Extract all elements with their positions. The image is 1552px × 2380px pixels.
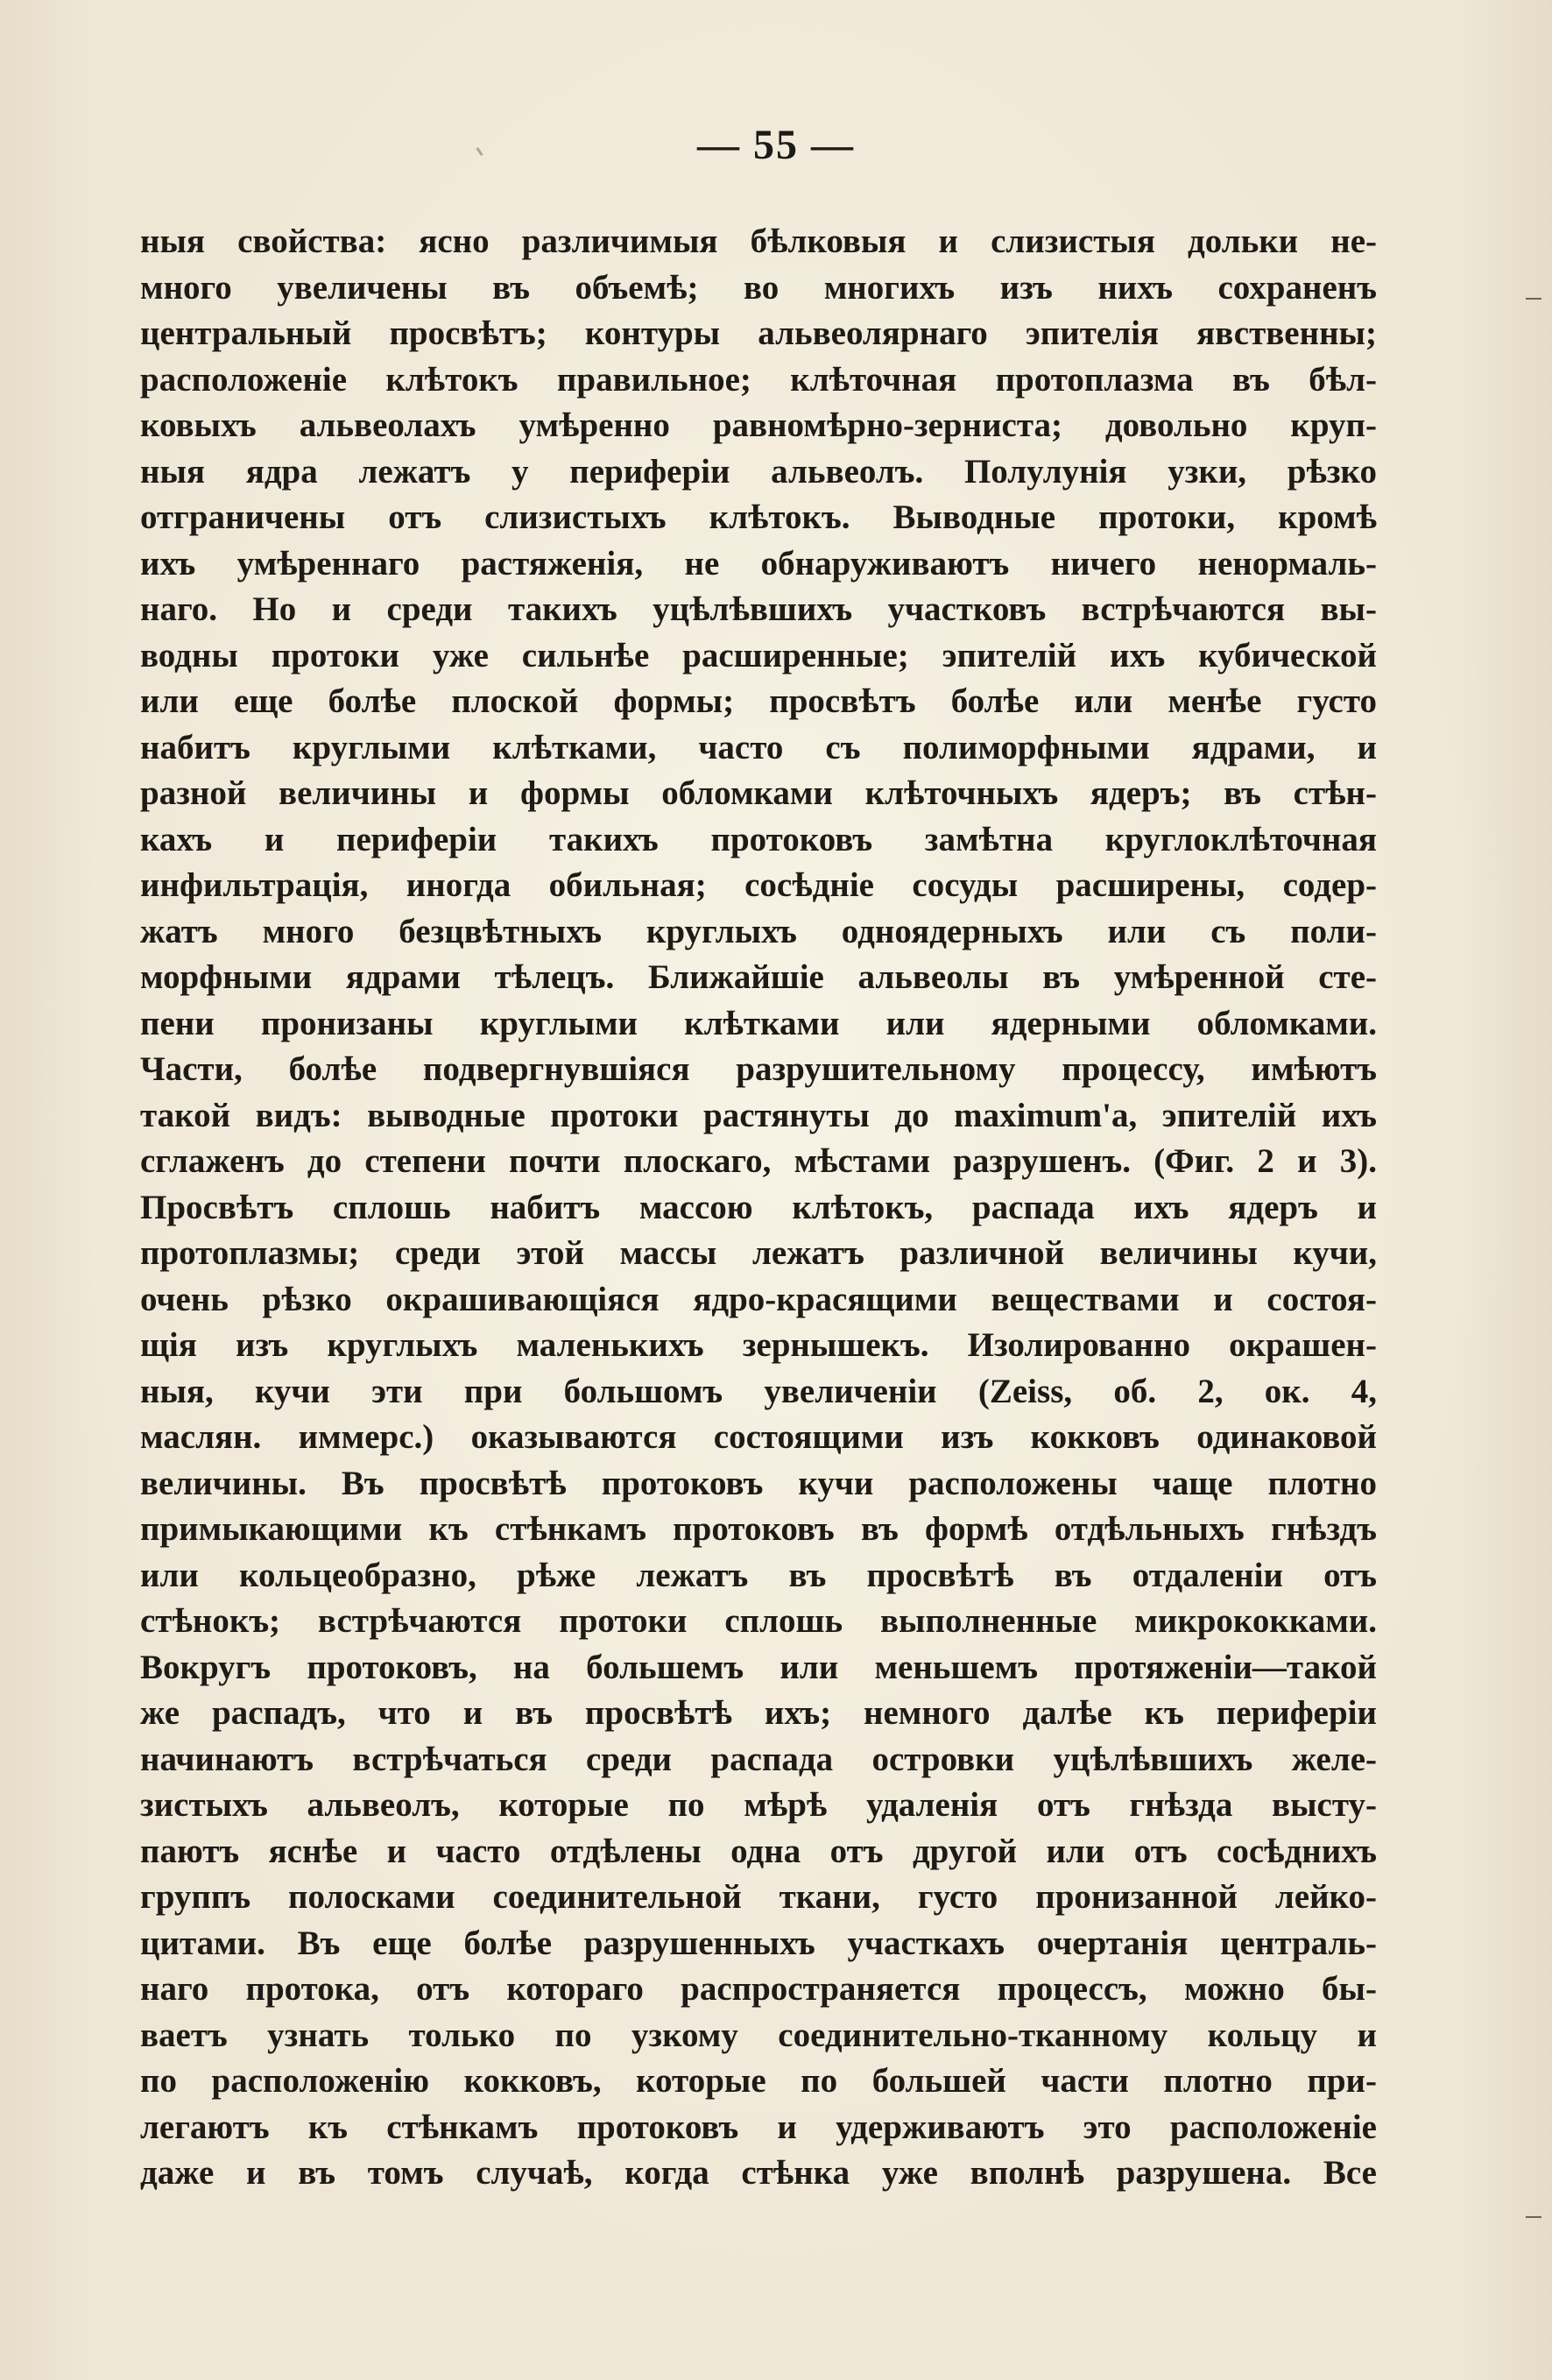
page-number: — 55 — xyxy=(697,122,855,168)
text-line: ныя свойства: ясно различимыя бѣлковыя и слизистыя дольки не- xyxy=(140,222,1377,260)
margin-mark xyxy=(1526,2216,1541,2218)
text-line: или еще болѣе плоской формы; просвѣтъ болѣе или менѣе густо xyxy=(140,682,1377,720)
text-line: примыкающими къ стѣнкамъ протоковъ въ формѣ отдѣльныхъ гнѣздъ xyxy=(140,1510,1377,1548)
text-line: Вокругъ протоковъ, на большемъ или меньшемъ протяженіи—такой xyxy=(140,1648,1377,1686)
text-line: Просвѣтъ сплошь набитъ массою клѣтокъ, распада ихъ ядеръ и xyxy=(140,1188,1377,1226)
text-line: щія изъ круглыхъ маленькихъ зернышекъ. Изолированно окрашен- xyxy=(140,1326,1377,1364)
text-line: паютъ яснѣе и часто отдѣлены одна отъ другой или отъ сосѣднихъ xyxy=(140,1832,1377,1870)
text-line: стѣнокъ; встрѣчаются протоки сплошь выполненные микрококками. xyxy=(140,1602,1377,1640)
text-line: даже и въ томъ случаѣ, когда стѣнка уже вполнѣ разрушена. Все xyxy=(140,2154,1377,2192)
text-line: очень рѣзко окрашивающіяся ядро-красящими веществами и состоя- xyxy=(140,1280,1377,1318)
text-line: зистыхъ альвеолъ, которые по мѣрѣ удаленія отъ гнѣзда высту- xyxy=(140,1786,1377,1824)
text-line: или кольцеобразно, рѣже лежатъ въ просвѣтѣ въ отдаленіи отъ xyxy=(140,1556,1377,1594)
text-line: цитами. Въ еще болѣе разрушенныхъ участкахъ очертанія централь- xyxy=(140,1924,1377,1962)
text-line: ковыхъ альвеолахъ умѣренно равномѣрно-зерниста; довольно круп- xyxy=(140,406,1377,444)
text-line: протоплазмы; среди этой массы лежатъ различной величины кучи, xyxy=(140,1234,1377,1272)
text-line: отграничены отъ слизистыхъ клѣтокъ. Выводные протоки, кромѣ xyxy=(140,498,1377,536)
text-line: наго. Но и среди такихъ уцѣлѣвшихъ участковъ встрѣчаются вы- xyxy=(140,590,1377,628)
text-line: ваетъ узнать только по узкому соединительно-тканному кольцу и xyxy=(140,2016,1377,2054)
text-line: морфными ядрами тѣлецъ. Ближайшіе альвеолы въ умѣренной сте- xyxy=(140,958,1377,996)
text-line: ныя, кучи эти при большомъ увеличеніи (Zeiss, об. 2, ок. 4, xyxy=(140,1372,1377,1410)
text-line: жатъ много безцвѣтныхъ круглыхъ одноядерныхъ или съ поли- xyxy=(140,912,1377,950)
text-line: же распадъ, что и въ просвѣтѣ ихъ; немного далѣе къ периферіи xyxy=(140,1694,1377,1732)
body-text xyxy=(140,219,1377,2197)
text-line: такой видъ: выводные протоки растянуты до maximum'а, эпителій ихъ xyxy=(140,1096,1377,1134)
text-line: разной величины и формы обломками клѣточныхъ ядеръ; въ стѣн- xyxy=(140,774,1377,812)
text-line: ихъ умѣреннаго растяженія, не обнаруживаютъ ничего ненормаль- xyxy=(140,544,1377,583)
text-line: по расположенію кокковъ, которые по большей части плотно при- xyxy=(140,2062,1377,2100)
text-line: расположеніе клѣтокъ правильное; клѣточная протоплазма въ бѣл- xyxy=(140,360,1377,399)
margin-mark xyxy=(1526,298,1541,300)
text-line: Части, болѣе подвергнувшіяся разрушительному процессу, имѣютъ xyxy=(140,1050,1377,1088)
text-line: инфильтрація, иногда обильная; сосѣдніе сосуды расширены, содер- xyxy=(140,866,1377,904)
text-line: маслян. иммерс.) оказываются состоящими изъ кокковъ одинаковой xyxy=(140,1418,1377,1456)
text-line: сглаженъ до степени почти плоскаго, мѣстами разрушенъ. (Фиг. 2 и 3). xyxy=(140,1142,1377,1180)
text-line: наго протока, отъ котораго распространяется процессъ, можно бы- xyxy=(140,1970,1377,2008)
text-line: легаютъ къ стѣнкамъ протоковъ и удерживаютъ это расположеніе xyxy=(140,2108,1377,2146)
text-line: пени пронизаны круглыми клѣтками или ядерными обломками. xyxy=(140,1004,1377,1042)
text-line: группъ полосками соединительной ткани, густо пронизанной лейко- xyxy=(140,1878,1377,1916)
text-line: много увеличены въ объемѣ; во многихъ изъ нихъ сохраненъ xyxy=(140,268,1377,307)
text-line: водны протоки уже сильнѣе расширенные; эпителій ихъ кубической xyxy=(140,636,1377,674)
text-line: начинаютъ встрѣчаться среди распада островки уцѣлѣвшихъ желе- xyxy=(140,1740,1377,1778)
text-line: центральный просвѣтъ; контуры альвеолярнаго эпителія явственны; xyxy=(140,314,1377,352)
text-line: величины. Въ просвѣтѣ протоковъ кучи расположены чаще плотно xyxy=(140,1464,1377,1502)
text-line: набитъ круглыми клѣтками, часто съ полиморфными ядрами, и xyxy=(140,728,1377,766)
text-line: кахъ и периферіи такихъ протоковъ замѣтна круглоклѣточная xyxy=(140,820,1377,858)
text-line: ныя ядра лежатъ у периферіи альвеолъ. Полулунія узки, рѣзко xyxy=(140,452,1377,491)
